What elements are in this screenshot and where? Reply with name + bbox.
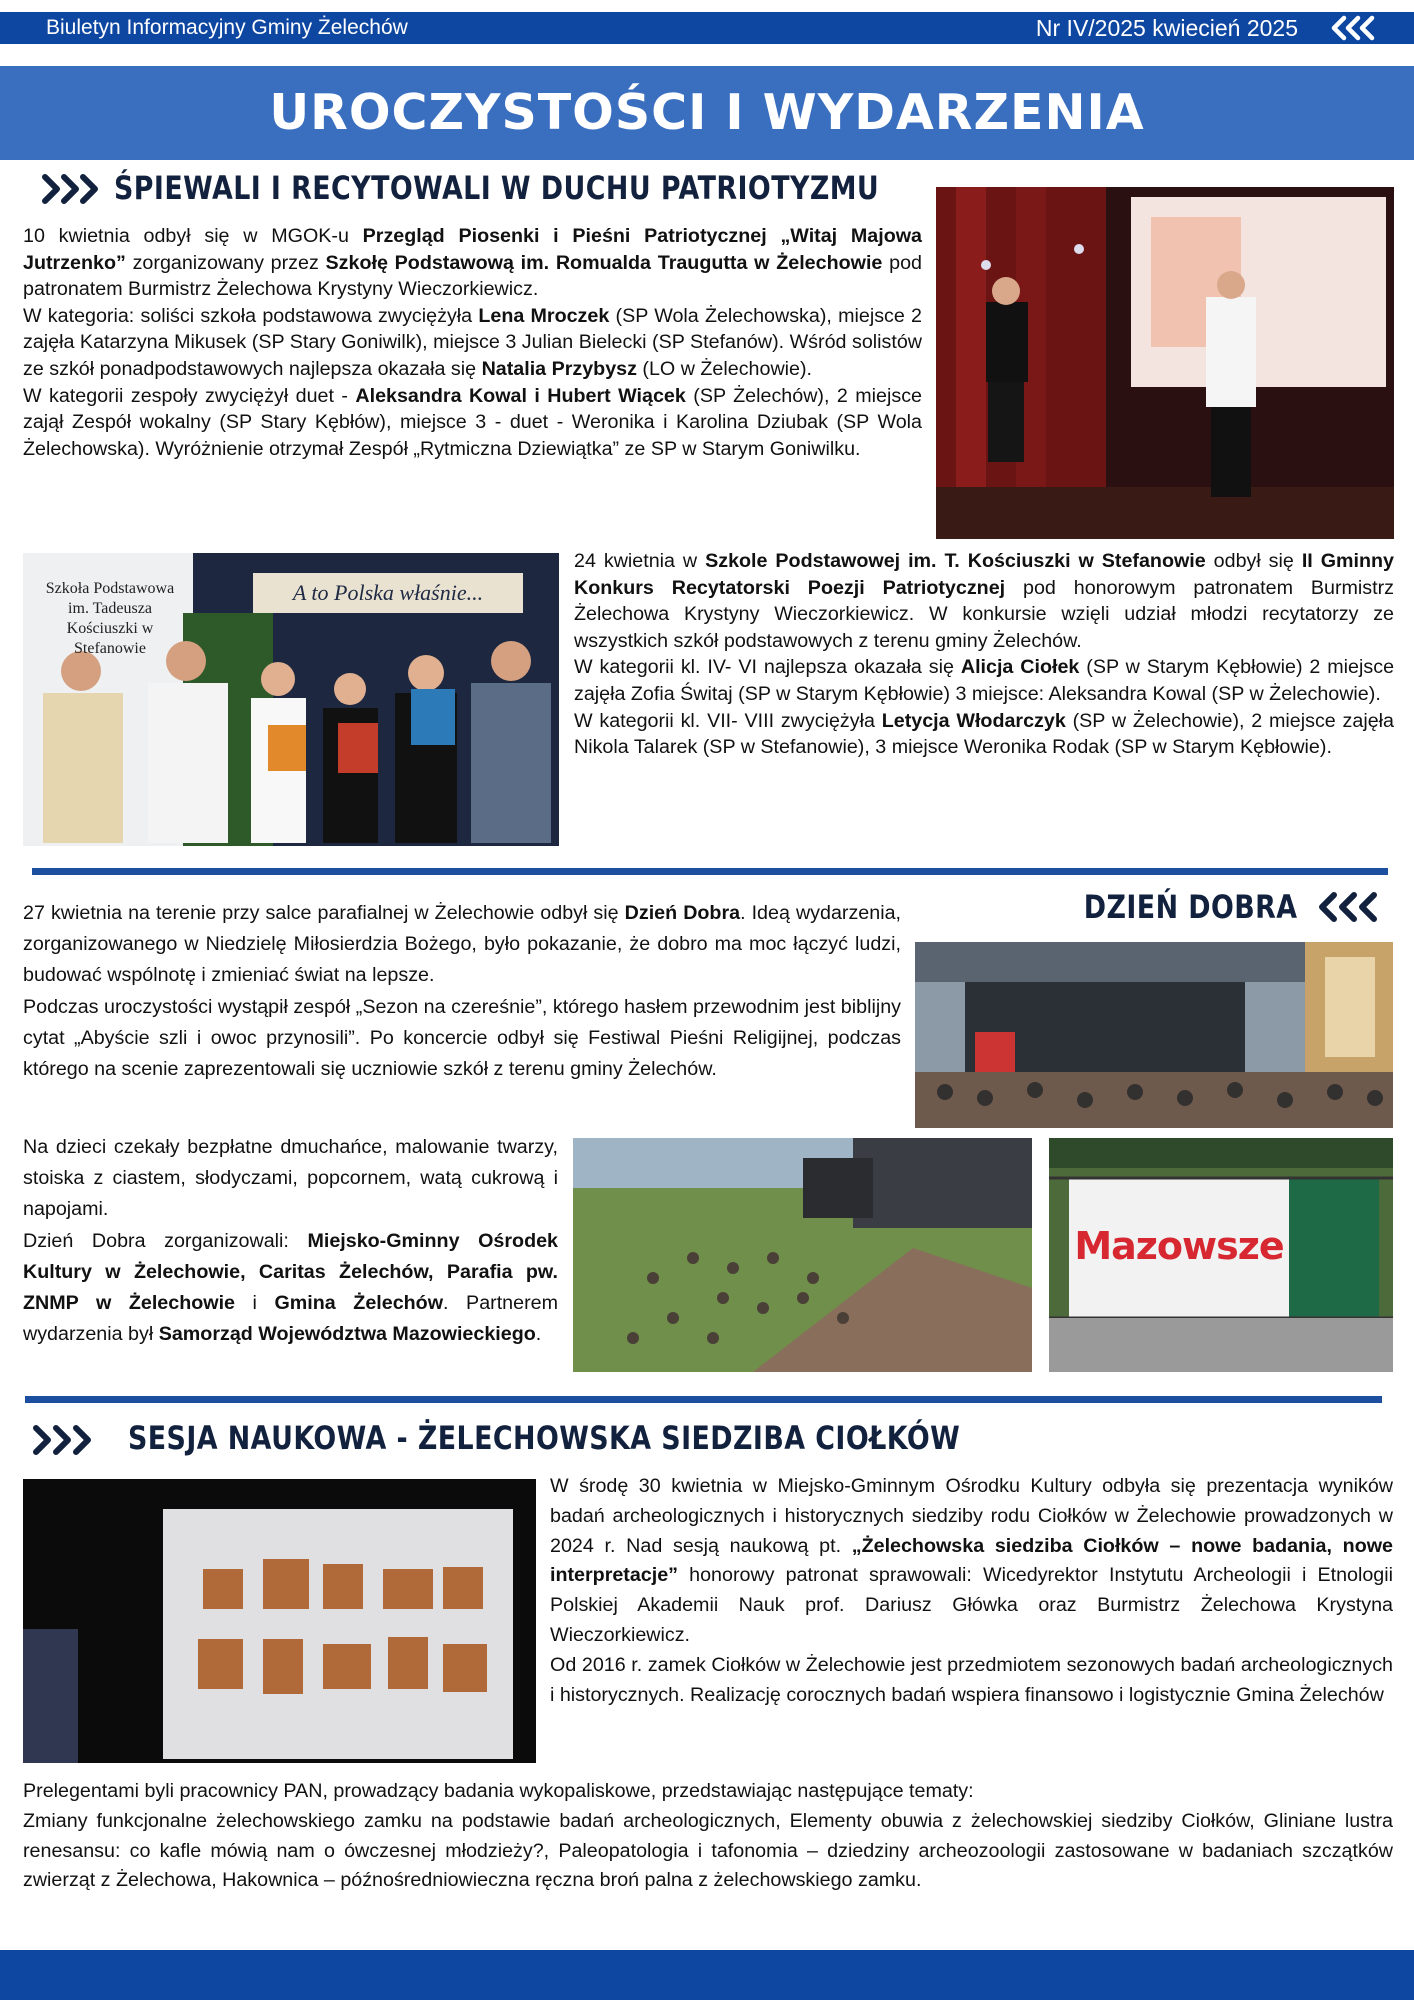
photo-presentation-slide	[23, 1479, 536, 1763]
article-text	[23, 898, 901, 1085]
photo-banner-text: A to Polska właśnie...	[292, 580, 484, 605]
school-sign-text: Szkoła Podstawowa im. Tadeusza Kościuszki w Stefanowie	[45, 580, 175, 657]
paragraph: W kategoria: soliści szkoła podstawowa zwyciężyła Lena Mroczek (SP Wola Żelechowska), miejsce 2 zajęła Katarzyna Mikusek (SP Stary Goniwilk), miejsce 3 Julian Bielecki (SP Stefanów). Wśród solistów ze szkół ponadpodstawowych najlepsza okazała się Natalia Przybysz (LO w Żelechowie).	[23, 304, 923, 380]
photo-mazowsze-banner	[1049, 1138, 1393, 1372]
section-heading: ŚPIEWALI I RECYTOWALI W DUCHU PATRIOTYZMU	[114, 169, 880, 207]
footer-bar	[0, 1950, 1414, 2000]
paragraph: Podczas uroczystości wystąpił zespół „Sezon na czereśnie”, którego hasłem przewodnim jest biblijny cytat „Abyście szli i owoc przynosili”. Po koncercie odbył się Festiwal Pieśni Religijnej, podczas którego na scenie zaprezentowali się uczniowie szkół z terenu gminy Żelechów.	[23, 995, 901, 1081]
paragraph: 24 kwietnia w Szkole Podstawowej im. T. Kościuszki w Stefanowie odbył się II Gminny Konkurs Recytatorski Poezji Patriotycznej pod honorowym patronatem Burmistrz Żelechowa Krystyny Wieczorkiewicz. W konkursie wzięli udział młodzi recytatorzy ze wszystkich szkół podstawowych z terenu gminy Żelechów.	[574, 550, 1394, 652]
paragraph: Prelegentami byli pracownicy PAN, prowadzący badania wykopaliskowe, przedstawiając następujące tematy:	[23, 1780, 974, 1802]
article-text	[550, 1472, 1393, 1710]
paragraph: W kategorii kl. IV- VI najlepsza okazała się Alicja Ciołek (SP w Starym Kębłowie) 2 miejsce zajęła Zofia Świtaj (SP w Starym Kębłowie) 3 miejsce: Aleksandra Kowal (SP w Żelechowie).	[574, 656, 1395, 705]
section-divider	[25, 1396, 1382, 1403]
section-divider	[32, 868, 1388, 875]
paragraph: W kategorii kl. VII- VIII zwyciężyła Letycja Włodarczyk (SP w Żelechowie), 2 miejsce zajęła Nikola Talarek (SP w Stefanowie), 3 miejsce Weronika Rodak (SP w Starym Kębłowie).	[574, 709, 1394, 759]
mazowsze-logo-text: Mazowsze	[1074, 1224, 1284, 1268]
photo-event-crowd	[573, 1138, 1032, 1372]
chevrons-left-icon	[1330, 14, 1378, 42]
paragraph: Od 2016 r. zamek Ciołków w Żelechowie jest przedmiotem sezonowych badań archeologicznych i historycznych. Realizację corocznych badań wspiera finansowo i logistycznie Gmina Żelechów	[550, 1653, 1393, 1706]
bulletin-title: Biuletyn Informacyjny Gminy Żelechów	[46, 16, 408, 39]
chevrons-right-icon	[30, 1423, 96, 1457]
section-heading: DZIEŃ DOBRA	[1084, 888, 1298, 926]
paragraph: 10 kwietnia odbył się w MGOK-u Przegląd Piosenki i Pieśni Patriotycznej „Witaj Majowa Jutrzenko” zorganizowany przez Szkołę Podstawową im. Romualda Traugutta w Żelechowie pod patronatem Burmistrz Żelechowa Krystyny Wieczorkiewicz.	[23, 225, 922, 301]
chevrons-right-icon	[40, 172, 102, 206]
paragraph: W środę 30 kwietnia w Miejsko-Gminnym Ośrodku Kultury odbyła się prezentacja wyników badań archeologicznych i historycznych siedziby rodu Ciołków w Żelechowie prowadzonych w 2024 r. Nad sesją naukową pt. „Żelechowska siedziba Ciołków – nowe badania, nowe interpretacje” honorowy patronat sprawowali: Wicedyrektor Instytutu Archeologii i Etnologii Polskiej Akademii Nauk prof. Dariusz Główka oraz Burmistrz Żelechowa Krystyna Wieczorkiewicz.	[550, 1475, 1393, 1646]
article-text	[23, 1777, 1393, 1896]
photo-recitation-winners	[23, 553, 559, 846]
article-text	[23, 1132, 558, 1350]
article-text	[574, 548, 1394, 761]
paragraph: Zmiany funkcjonalne żelechowskiego zamku na podstawie badań archeologicznych, Elementy obuwia z żelechowskiej siedziby Ciołków, Gliniane lustra renesansu: co kafle mówią nam o ówczesnej młodzieży?, Paleopatologia i tafonomia – dziedziny archeozoologii zastosowane w badaniach szczątków zwierząt z Żelechowa, Hakownica – późnośredniowieczna ręczna broń palna z żelechowskiego zamku.	[23, 1809, 1393, 1892]
paragraph: Na dzieci czekały bezpłatne dmuchańce, malowanie twarzy, stoiska z ciastem, słodyczami, popcornem, watą cukrową i napojami.	[23, 1136, 558, 1221]
paragraph: W kategorii zespoły zwyciężył duet - Aleksandra Kowal i Hubert Wiącek (SP Żelechów), 2 miejsce zajął Zespół wokalny (SP Stary Kębłów), miejsce 3 - duet - Weronika i Karolina Dziubak (SP Wola Żelechowska). Wyróżnienie otrzymał Zespół „Rytmiczna Dziewiątka” ze SP w Starym Goniwilku.	[23, 384, 922, 460]
photo-concert-stage	[915, 942, 1393, 1128]
banner-title: UROCZYSTOŚCI I WYDARZENIA	[269, 84, 1145, 141]
paragraph: Dzień Dobra zorganizowali: Miejsko-Gminny Ośrodek Kultury w Żelechowie, Caritas Żelechów, Parafia pw. ZNMP w Żelechowie i Gmina Żelechów. Partnerem wydarzenia był Samorząd Województwa Mazowieckiego.	[23, 1229, 558, 1346]
article-text	[23, 223, 922, 462]
photo-stage-performers	[936, 187, 1394, 539]
section-heading: SESJA NAUKOWA - ŻELECHOWSKA SIEDZIBA CIOŁKÓW	[128, 1419, 961, 1457]
issue-label: Nr IV/2025 kwiecień 2025	[1035, 15, 1298, 41]
chevrons-left-icon	[1316, 890, 1382, 924]
paragraph: 27 kwietnia na terenie przy salce parafialnej w Żelechowie odbył się Dzień Dobra. Ideą wydarzenia, zorganizowanego w Niedzielę Miłosierdzia Bożego, było pokazanie, że dobro ma moc łączyć ludzi, budować wspólnotę i zmieniać świat na lepsze.	[23, 902, 902, 987]
